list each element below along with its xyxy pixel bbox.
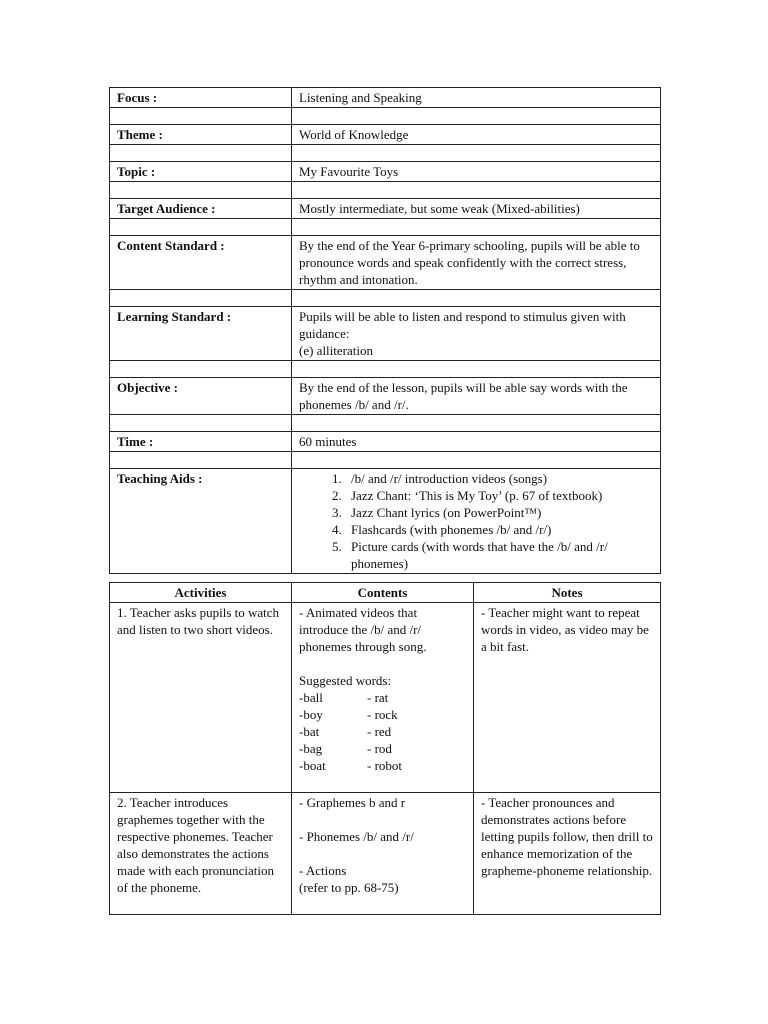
focus-value: Listening and Speaking [292, 88, 661, 108]
notes-header: Notes [474, 583, 661, 603]
teaching-aid-item: 1. /b/ and /r/ introduction videos (songs) [345, 470, 653, 487]
contents-line: - Phonemes /b/ and /r/ [299, 829, 414, 844]
teaching-aids-label: Teaching Aids : [110, 469, 292, 574]
teaching-aids-value [292, 469, 661, 574]
activity-cell: 2. Teacher introduces graphemes together with the respective phonemes. Teacher also demonstrates the actions made with each pronunciation of the phoneme. [110, 793, 292, 915]
time-value: 60 minutes [292, 432, 661, 452]
time-label: Time : [110, 432, 292, 452]
teaching-aid-item: 4. Flashcards (with phonemes /b/ and /r/) [345, 521, 653, 538]
spacer-row [110, 108, 661, 125]
contents-line: (refer to pp. 68-75) [299, 880, 399, 895]
learning-standard-value [292, 307, 661, 361]
contents-line: - Graphemes b and r [299, 795, 406, 810]
activity-row [110, 603, 661, 793]
word-b: -bat [299, 724, 320, 739]
word-b: -boy [299, 707, 323, 722]
objective-value: By the end of the lesson, pupils will be able say words with the phonemes /b/ and /r/. [292, 378, 661, 415]
activity-cell: 1. Teacher asks pupils to watch and listen to two short videos. [110, 603, 292, 793]
focus-label: Focus : [110, 88, 292, 108]
contents-cell [292, 793, 474, 915]
spacer-row [110, 361, 661, 378]
spacer-row [110, 290, 661, 307]
word-r: - rat [367, 690, 389, 705]
activities-header-row [110, 583, 661, 603]
word-r: - robot [367, 758, 403, 773]
spacer-row [110, 145, 661, 162]
suggested-words-label: Suggested words: [299, 673, 392, 688]
teaching-aids-row [110, 469, 661, 574]
learning-standard-line: Pupils will be able to listen and respond to stimulus given with guidance: [299, 309, 626, 341]
suggested-words-list [299, 689, 466, 774]
spacer-row [110, 452, 661, 469]
activities-header: Activities [110, 583, 292, 603]
contents-intro: - Animated videos that introduce the /b/ and /r/ phonemes through song. [299, 605, 427, 654]
contents-cell [292, 603, 474, 793]
theme-label: Theme : [110, 125, 292, 145]
word-r: - rod [367, 741, 392, 756]
target-audience-value: Mostly intermediate, but some weak (Mixed-abilities) [292, 199, 661, 219]
topic-value: My Favourite Toys [292, 162, 661, 182]
lesson-info-table [109, 87, 661, 574]
spacer-row [110, 219, 661, 236]
time-row [110, 432, 661, 452]
activities-table [109, 582, 661, 915]
word-r: - rock [367, 707, 398, 722]
notes-cell: - Teacher pronounces and demonstrates actions before letting pupils follow, then drill to enhance memorization of the grapheme-phoneme relationship. [474, 793, 661, 915]
content-standard-row [110, 236, 661, 290]
theme-row [110, 125, 661, 145]
teaching-aid-item: 5. Picture cards (with words that have the /b/ and /r/ phonemes) [345, 538, 653, 572]
learning-standard-row [110, 307, 661, 361]
word-b: -ball [299, 690, 323, 705]
teaching-aid-item: 3. Jazz Chant lyrics (on PowerPoint™) [345, 504, 653, 521]
spacer-row [110, 182, 661, 199]
topic-row [110, 162, 661, 182]
word-b: -boat [299, 758, 326, 773]
contents-header: Contents [292, 583, 474, 603]
objective-row [110, 378, 661, 415]
learning-standard-line: (e) alliteration [299, 343, 373, 358]
objective-label: Objective : [110, 378, 292, 415]
content-standard-value: By the end of the Year 6-primary schooling, pupils will be able to pronounce words and speak confidently with the correct stress, rhythm and intonation. [292, 236, 661, 290]
learning-standard-label: Learning Standard : [110, 307, 292, 361]
contents-line: - Actions [299, 863, 347, 878]
activity-row [110, 793, 661, 915]
notes-cell: - Teacher might want to repeat words in video, as video may be a bit fast. [474, 603, 661, 793]
target-audience-label: Target Audience : [110, 199, 292, 219]
focus-row [110, 88, 661, 108]
spacer-row [110, 415, 661, 432]
word-r: - red [367, 724, 392, 739]
theme-value: World of Knowledge [292, 125, 661, 145]
target-audience-row [110, 199, 661, 219]
word-b: -bag [299, 741, 323, 756]
content-standard-label: Content Standard : [110, 236, 292, 290]
teaching-aid-item: 2. Jazz Chant: ‘This is My Toy’ (p. 67 of textbook) [345, 487, 653, 504]
topic-label: Topic : [110, 162, 292, 182]
teaching-aids-list [299, 470, 653, 572]
